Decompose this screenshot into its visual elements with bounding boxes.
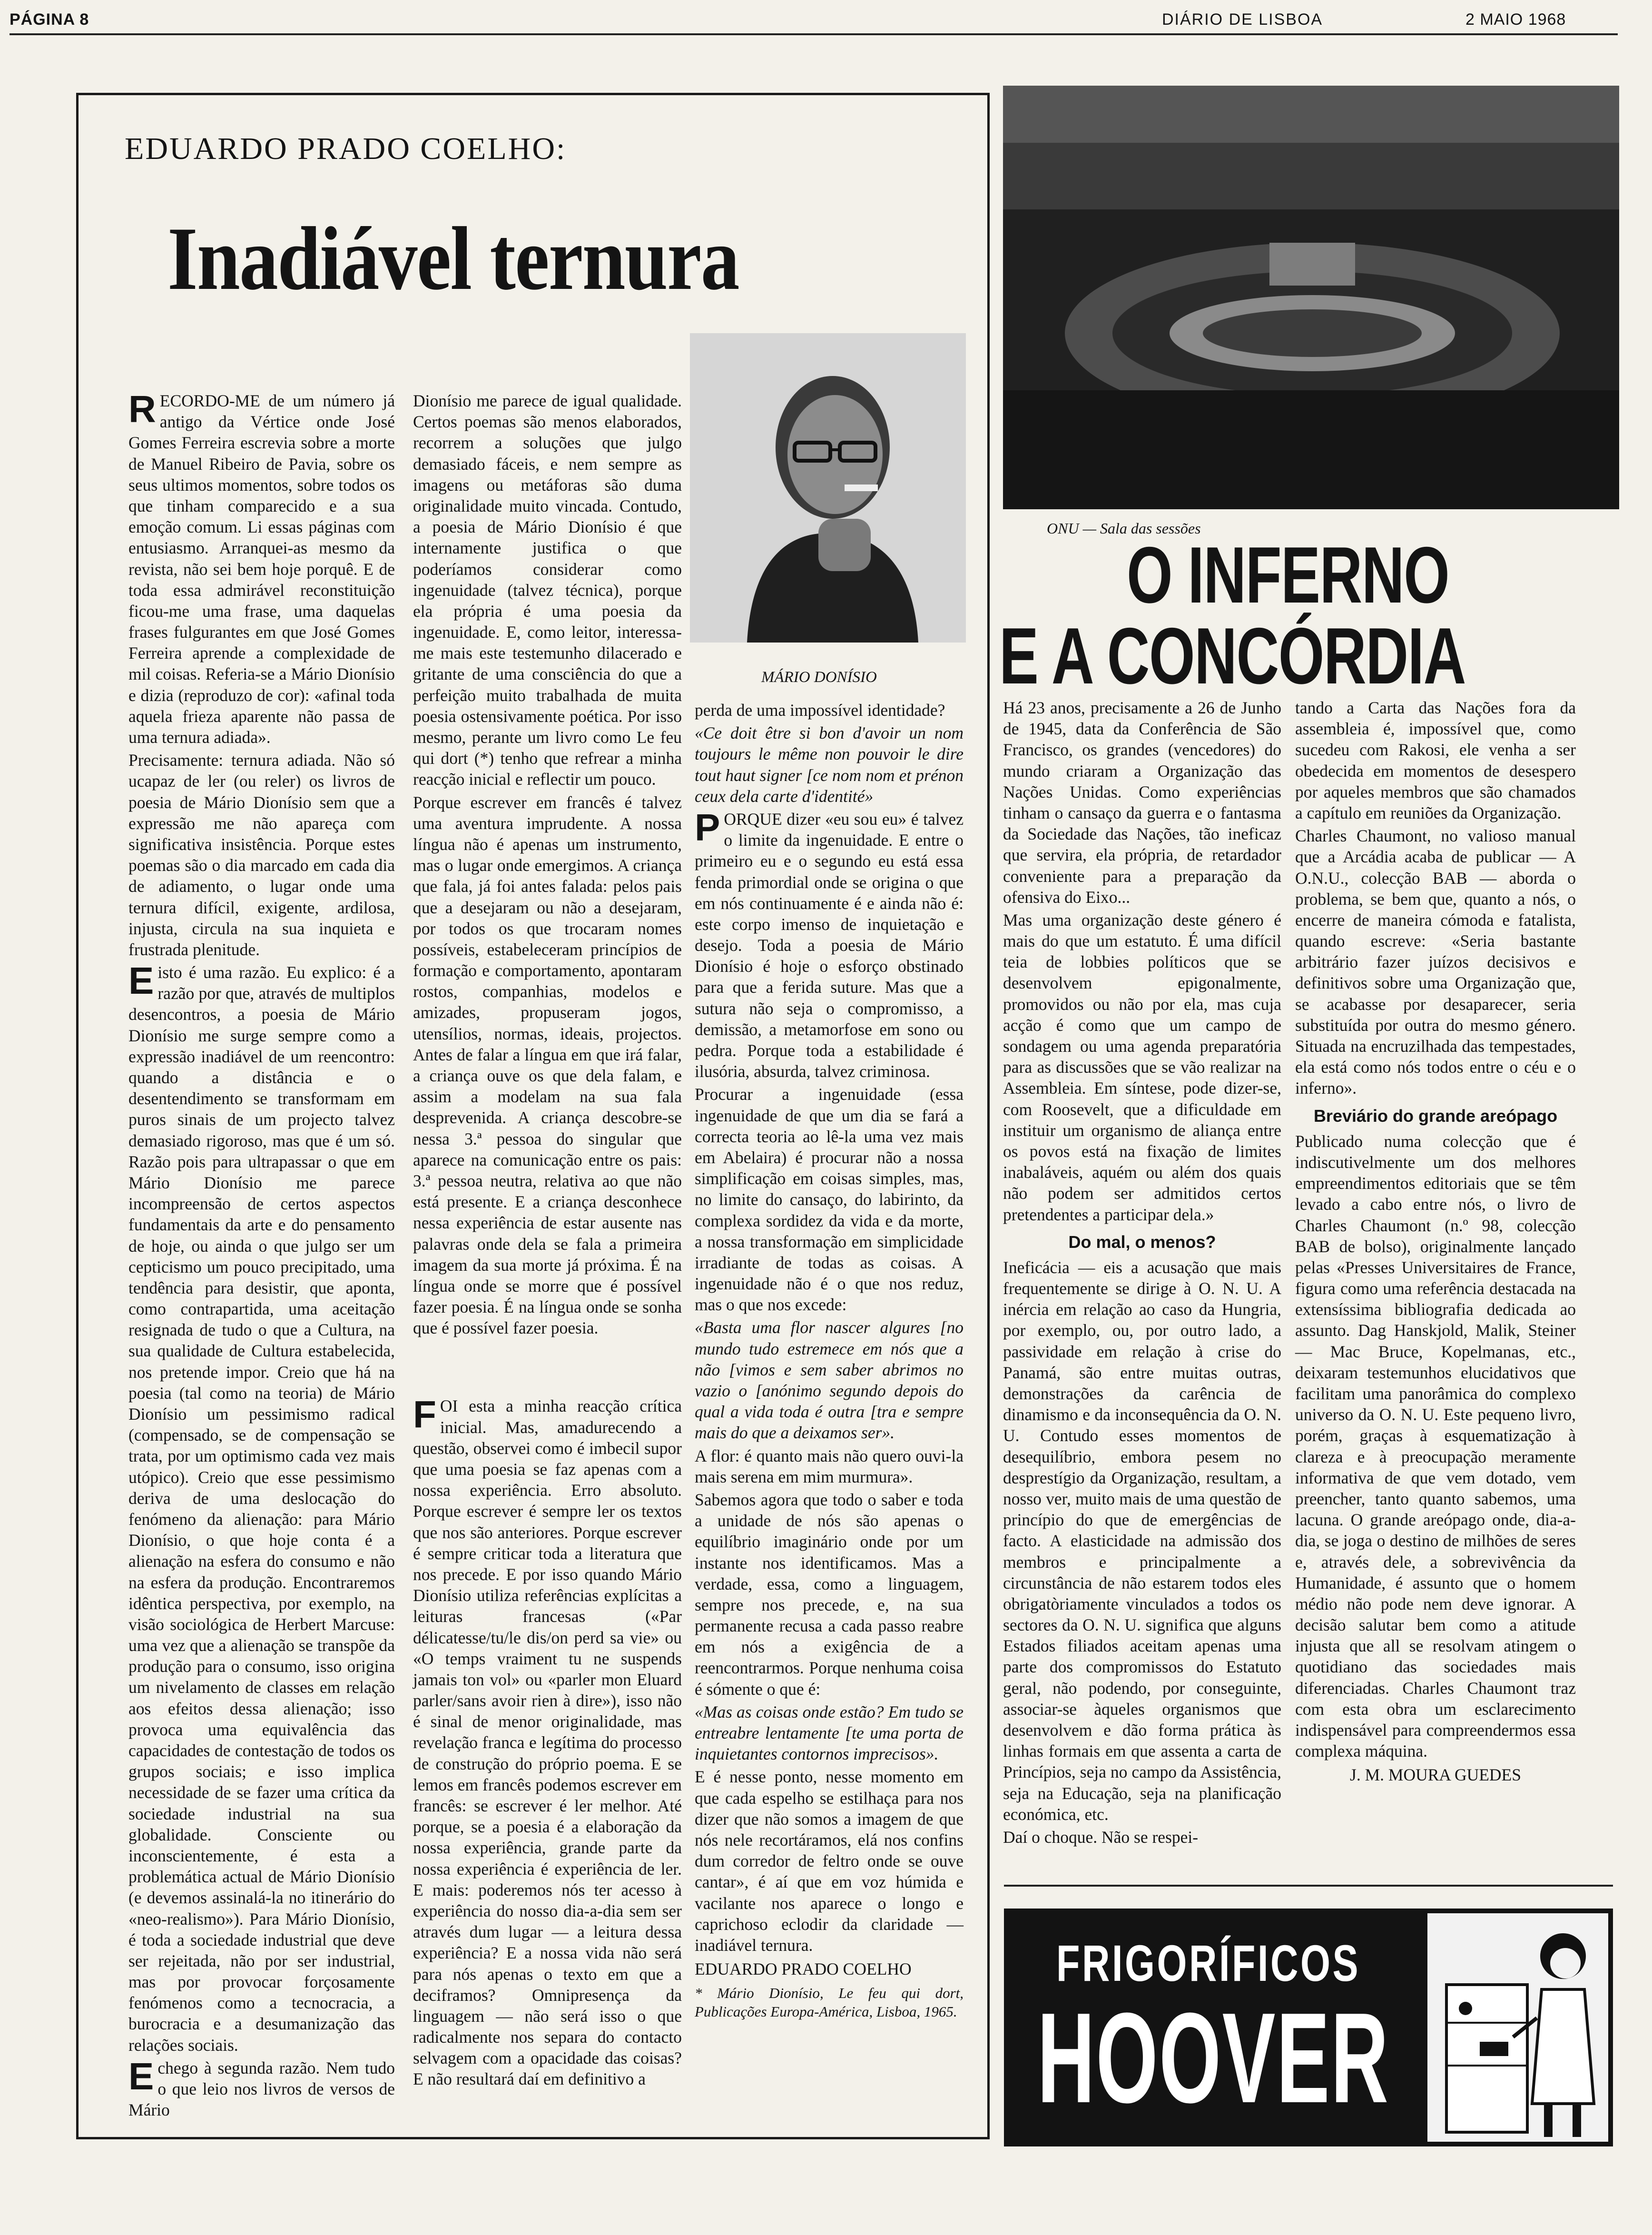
article2-column-2 [1295, 697, 1576, 1878]
article2-column-1 [1003, 697, 1281, 1878]
quote: «Mas as coisas onde estão? Em tudo se entreabre lentamente [te uma porta de inquietantes contornos imprecisos». [695, 1702, 964, 1764]
portrait-photo [690, 333, 966, 643]
article-title: Inadiável ternura [167, 209, 739, 309]
ad-line-1: FRIGORÍFICOS [1056, 1934, 1360, 1992]
ad-rule [1004, 1885, 1613, 1887]
portrait-caption: MÁRIO DONÍSIO [761, 669, 877, 686]
paragraph: Há 23 anos, precisamente a 26 de Junho de 1945, data da Conferência de São Francisco, os grandes (vencedores) do mundo criaram a Organização das Nações Unidas. Como experiências tinham o cansaço da guerra e o fantasma da Sociedade das Nações, tão ineficaz que servira, ela própria, de retardador conveniente para a preparação da ofensiva do Eixo... [1003, 698, 1281, 907]
footnote: * Mário Dionísio, Le feu qui dort, Publicações Europa-América, Lisboa, 1965. [695, 1985, 964, 2020]
paragraph: Mas uma organização deste género é mais do que um estatuto. É uma difícil teia de lobbies políticos que se desenvolvem epigonalmente, promovidos ou não por ela, mas cuja acção é como que um campo de sondagem ou uma agenda preparatória para as discussões que se vão realizar na Assembleia. Em síntese, pode dizer-se, com Roosevelt, que a dificuldade em instituir um organismo de aliança entre os povos está na fixação de limites inabaláveis, aquém ou além dos quais não podem ser admitidos certos pretendentes a participar dela.» [1003, 910, 1281, 1224]
newspaper-name: DIÁRIO DE LISBOA [1162, 10, 1323, 29]
paragraph: tando a Carta das Nações fora da assembleia é, impossível que, como sucedeu com Rakosi, ele venha a ser obedecida em momentos de desespero por aqueles membros que são chamados a capítulo em reuniões da Organização. [1295, 698, 1576, 822]
article-column-3 [695, 700, 964, 2108]
un-photo-caption: ONU — Sala das sessões [1047, 520, 1201, 537]
subheading: Do mal, o menos? [1068, 1232, 1216, 1252]
paragraph: Charles Chaumont, no valioso manual que a Arcádia acaba de publicar — A O.N.U., colecção BAB — aborda o problema, se bem que, quanto a nós, o encerre de maneira cómoda e fatalista, quando escreve: «Seria bastante arbitrário fazer juízos decisivos e definitivos sobre uma Organização que, se acabasse por desaparecer, seria substituída por outra do mesmo género. Situada na encruzilhada das tempestades, ela está como nós todos entre o céu e o inferno». [1295, 826, 1576, 1098]
paragraph: RECORDO-ME de um número já antigo da Vértice onde José Gomes Ferreira escrevia sobre a morte de Manuel Ribeiro de Pavia, sobre os seus ultimos momentos, sobre todos os que tinham comparecido e a sua emoção comum. Li essas páginas com entusiasmo. Arranquei-as mesmo da revista, não sei bem hoje porquê. E de toda essa admirável reconstituição ficou-me uma frase, uma daquelas frases fulgurantes em que José Gomes Ferreira aprende a complexidade de mil coisas. Referia-se a Mário Dionísio e dizia (reproduzo de cor): «afinal toda aquela frieza aparente não passa de uma ternura adiada». [128, 388, 395, 747]
masthead-rule [10, 33, 1618, 35]
article-signature: EDUARDO PRADO COELHO [695, 1959, 912, 1979]
quote: «Ce doit être si bon d'avoir un nom toujours le même non pouvoir le dire tout haut signer [ce nom nom et prénon ceux dela carte d'identité» [695, 723, 964, 806]
paragraph: E é nesse ponto, nesse momento em que cada espelho se estilhaça para nos dizer que não somos a imagem de que nós nele recortáramos, elá nos confins dum corredor de feltro onde se ouve cantar», é aí que em voz húmida e vacilante nos aparece o longo e caprichoso eclodir da claridade — inadiável ternura. [695, 1767, 964, 1955]
paragraph: Daí o choque. Não se respei- [1003, 1827, 1199, 1847]
paragraph: Publicado numa colecção que é indiscutivelmente um dos melhores empreendimentos editoriais que se têm levado a cabo entre nós, o livro de Charles Chaumont (n.º 98, colecção BAB de bolso), originalmente lançado pelas «Presses Universitaires de France, figura como uma referência destacada na extensíssima bibliografia dedicada ao assunto. Dag Hanskjold, Malik, Steiner — Mac Bruce, Kopelmanas, etc., deixaram testemunhos elucidativos que facilitam uma panorâmica do complexo universo da O. N. U. Este pequeno livro, porém, graças à esquematização à clareza e à preocupação meramente informativa de que vem dotado, vem preencher, tanto quanto sabemos, uma lacuna. O grande areópago onde, dia-a-dia, se joga o destino de milhões de seres e, através dele, a sobrevivência da Humanidade, é assunto que o homem médio não pode nem deve ignorar. A decisão salutar bem como a atitude injusta que all se resolvam atingem o quotidiano das sociedades mais diferenciadas. Charles Chaumont traz com esta obra um esclarecimento indispensável para compreendermos essa complexa máquina. [1295, 1131, 1576, 1761]
article-title-line-1: O INFERNO [1127, 530, 1449, 620]
paragraph: Eisto é uma razão. Eu explico: é a razão por que, através de multiplos desencontros, a poesia de Mário Dionísio me surge sempre como a expressão inadiável de um reencontro: quando a distância e o desentendimento se transformam em puros sinais de um projecto talvez demasiado rigoroso, mas que é um só. Razão pois para ultrapassar o que em Mário Dionísio me parece incompreensão de certos aspectos fundamentais da arte e do pensamento de hoje, ou ainda o que julgo ser um cepticismo um pouco precipitado, uma tendência para desistir, que aponta, como contrapartida, uma aceitação resignada de tudo o que a Cultura, na sua qualidade de Cultura estabelecida, nos pretende impor. Creio que há na poesia (tal como na teoria) de Mário Dionísio um pessimismo radical (compensado, se de compensação se trata, por um optimismo cada vez mais utópico). Creio que esse pessimismo deriva de uma deslocação do fenómeno da alienação: para Mário Dionísio, o que hoje conta é a alienação na esfera do consumo e não na esfera da produção. Encontraremos idêntica perspectiva, por exemplo, na visão sociológica de Herbert Marcuse: uma vez que a alienação se transpõe da produção para o consumo, isso origina um nivelamento de classes em relação aos efeitos dessa alienação; isso provoca uma equivalência das capacidades de contestação de todos os grupos sociais; e isso implica necessidade de se fazer uma crítica da sociedade industrial na sua globalidade. Consciente ou inconscientemente, é esta a problemática actual de Mário Dionísio (e devemos assinalá-la no itinerário do «neo-realismo»). Para Mário Dionísio, é toda a sociedade industrial que deve ser rejeitada, não por ser industrial, mas por provocar forçosamente fenómenos como a tecnocracia, a burocracia e a desumanização das relações sociais. [128, 959, 395, 2055]
paragraph: Ineficácia — eis a acusação que mais frequentemente se dirige à O. N. U. A inércia em relação ao caso da Hungria, por exemplo, ou, por outro lado, a passividade em relação à crise do Panamá, são entre muitas outras, demonstrações da carência de dinamismo e da inconsequência da O. N. U. Contudo esses momentos de desequilíbrio, embora pesem no desprestígio da Organização, resultam, a nosso ver, muito mais de uma questão de princípio do que de emergências de facto. A elasticidade na admissão dos membros e principalmente a circunstância de não estarem todos eles obrigatòriamente vinculados a todos os sectores da O. N. U. significa que alguns Estados filiados aceitam apenas uma parte dos compromissos do Estatuto geral, não podendo, por conseguinte, associar-se àqueles organismos que desenvolvem e dão forma prática às linhas formais em que assenta a carta de Princípios, seja no campo da Assistência, seja na Educação, seja na planificação económica, etc. [1003, 1257, 1281, 1824]
un-assembly-photo [1003, 86, 1619, 509]
page-number: PÁGINA 8 [10, 10, 89, 29]
ad-line-2: HOOVER [1037, 1987, 1390, 2130]
hoover-advertisement [1004, 1909, 1613, 2146]
article-title-line-2: E A CONCÓRDIA [999, 611, 1465, 701]
paragraph: PORQUE dizer «eu sou eu» é talvez o limite da ingenuidade. E entre o primeiro eu e o segundo eu está essa fenda primordial onde se origina o que em nós continuamente é e ainda não é: este corpo imenso de inquietação e desejo. Toda a poesia de Mário Dionísio é hoje o esforço obstinado para que a ferida suture. Mas que a sutura não seja o compromisso, a demissão, a metamorfose em sono ou pedra. Porque toda a estabilidade é ilusória, absurda, talvez criminosa. [695, 806, 964, 1081]
assembly-hall-icon [1003, 86, 1619, 509]
subheading: Breviário do grande areópago [1313, 1106, 1558, 1126]
article-column-2 [413, 390, 682, 2089]
paragraph: Sabemos agora que todo o saber e toda a unidade de nós são apenas o equilíbrio imaginário onde por um instante nos identificamos. Mas a verdade, essa, como a linguagem, sempre nos precede, e, na sua permanente recusa a cada passo reabre em nós a exigência de a reencontrarmos. Porque nenhuma coisa é sómente o que é: [695, 1490, 964, 1699]
issue-date: 2 MAIO 1968 [1465, 10, 1566, 29]
article-signature: J. M. MOURA GUEDES [1350, 1765, 1521, 1785]
portrait-figure-icon [690, 333, 966, 643]
article-column-1 [128, 388, 395, 2120]
paragraph: Echego à segunda razão. Nem tudo o que leio nos livros de versos de Mário [128, 2055, 395, 2120]
article-author-head: EDUARDO PRADO COELHO: [125, 131, 567, 166]
paragraph: Porque escrever em francês é talvez uma aventura imprudente. A nossa língua não é apenas um instrumento, mas o lugar onde emergimos. A criança que fala, já foi antes falada: pelos pais que a desejaram ou não a desejaram, por todos os que trocaram nomes possíveis, estabeleceram princípios de formação e comportamento, apontaram rostos, companhias, modelos e amizades, propuseram jogos, utensílios, normas, ideais, projectos. Antes de falar a língua em que irá falar, a criança ouve os que dela falam, e assim a modelam na sua fala desprevenida. A criança descobre-se nessa 3.ª pessoa do singular que aparece na comunicação entre os pais: 3.ª pessoa neutra, relativa ao que não está presente. E a criança desconhece nessa experiência de estar ausente nas palavras onde dela se fala a primeira imagem da sua morte já próxima. É na língua onde se morre que é possível fazer poesia. É na língua onde se sonha que é possível fazer poesia. [413, 792, 682, 1338]
woman-refrigerator-illustration-icon [1427, 1913, 1608, 2142]
paragraph: perda de uma impossível identidade? [695, 701, 945, 720]
paragraph: FOI esta a minha reacção crítica inicial. Mas, amadurecendo a questão, observei como é imbecil supor que uma poesia se faz apenas com a nossa experiência. Erro absoluto. Porque escrever é sempre ler os textos que nos são anteriores. Porque escrever é sempre criticar toda a literatura que nos precede. E por isso quando Mário Dionísio utiliza referências explícitas a leituras francesas («Par délicatesse/tu/le dis/on perd sa vie» ou «O temps vraiment tu ne suspends jamais ton vol» ou «parler mon Eluard parler/sans avoir rien à dire»), isso não é sinal de menor originalidade, mas revelação franca e legítima do processo de construção do próprio poema. E se lemos em francês podemos escrever em francês: se escrever é ler melhor. Até porque, se a poesia é a elaboração da nossa experiência, grande parte da nossa experiência é experiência de ler. E mais: poderemos nós ter acesso à experiência do nosso dia-a-dia sem ser através dum lugar — a leitura dessa experiência? E a nossa vida não será para nós apenas o texto em que a deciframos? Omnipresença da linguagem — não será isso o que radicalmente nos separa do contacto selvagem com a opacidade das coisas? E não resultará daí em definitivo a [413, 1393, 682, 2089]
paragraph: Procurar a ingenuidade (essa ingenuidade de que um dia se fará a correcta teoria ao lê-la uma vez mais em Abelaira) é procurar não a nossa simplificação em coisas simples, mas, no limite do cansaço, do labirinto, da complexa sordidez da vida e da morte, a nossa transformação em simplicidade irradiante de todas as coisas. A ingenuidade não é o que nos reduz, mas o que nos excede: [695, 1085, 964, 1315]
quote: «Basta uma flor nascer algures [no mundo tudo estremece em nós que a não [vimos e sem saber abrimos no vazio o [anónimo segundo depois do qual a vida toda é outra [tra e sempre mais do que a deixamos ser». [695, 1318, 964, 1443]
paragraph: Precisamente: ternura adiada. Não só ucapaz de ler (ou reler) os livros de poesia de Mário Dionísio sem que a expressão me não apareça com significativa insistência. Porque estes poemas são o dia marcado em cada dia de adiamento, o lugar onde uma ternura difícil, exigente, ardilosa, injusta, circula na sua inquieta e frustrada plenitude. [128, 751, 395, 959]
paragraph: A flor: é quanto mais não quero ouvi-la mais serena em mim murmura». [695, 1446, 964, 1486]
paragraph: Dionísio me parece de igual qualidade. Certos poemas são menos elaborados, recorrem a soluções que julgo demasiado fáceis, e nem sempre as imagens ou metáforas são duma originalidade muito vincada. Contudo, a poesia de Mário Dionísio é que internamente justifica o que poderíamos considerar como ingenuidade (talvez técnica), porque ela própria é uma poesia da ingenuidade. E, como leitor, interessa-me mais este testemunho dilacerado e gritante de uma consciência do que a perfeição muito trabalhada de muita poesia ostensivamente poética. Por isso mesmo, perante um livro como Le feu qui dort (*) tenho que refrear a minha reacção inicial e reflectir um pouco. [413, 391, 682, 789]
